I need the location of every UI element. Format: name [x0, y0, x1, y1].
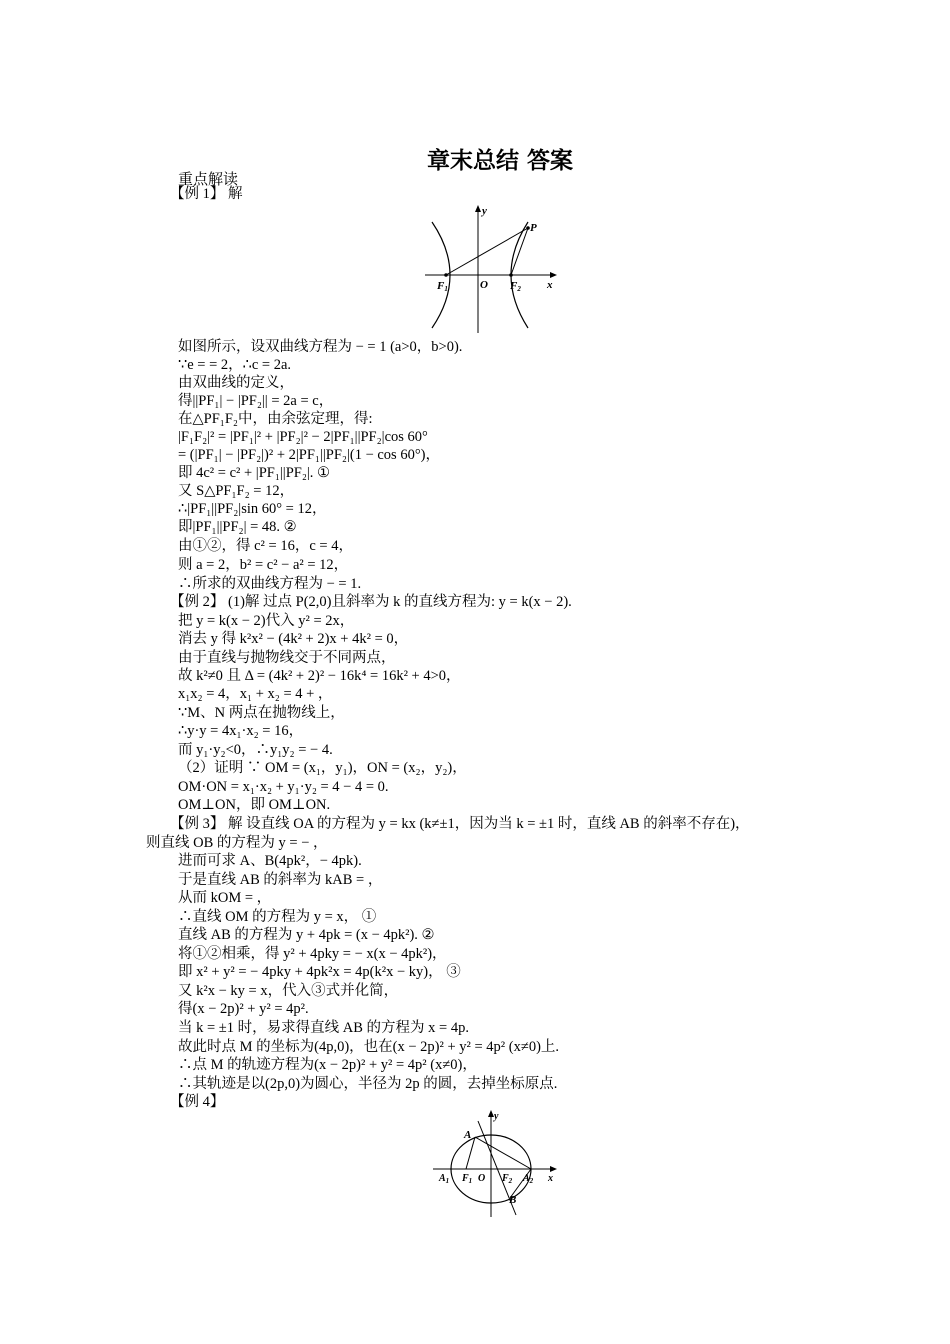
y-axis-arrow [475, 205, 481, 212]
text-line: 当 k = ±1 时，易求得直线 AB 的方程为 x = 4p. [178, 1020, 469, 1036]
text-line: ∴|PF₁||PF₂|sin 60° = 12， [178, 501, 327, 517]
ellipse-figure [430, 1105, 560, 1220]
fig1-y-label: y [482, 205, 487, 217]
fig2-f1-label: $F_1$ [462, 1173, 473, 1185]
fig1-x-label: x [547, 279, 553, 291]
text-line: 于是直线 AB 的斜率为 kAB = ， [178, 872, 383, 888]
text-line: 又 k²x − ky = x，代入③式并化简， [178, 983, 399, 999]
text-line: 则 a = 2，b² = c² − a² = 12， [178, 557, 349, 573]
fig2-a1-label: $A_1$ [439, 1173, 450, 1185]
fig2-b-label: B [509, 1194, 517, 1206]
text-line: 由于直线与抛物线交于不同两点， [178, 650, 396, 666]
text-line: ∴点 M 的轨迹方程为(x − 2p)² + y² = 4p² (x≠0)， [178, 1057, 477, 1073]
text-line: ∴所求的双曲线方程为 − = 1. [178, 576, 362, 592]
segment-f2-p [511, 228, 528, 275]
fig2-x-label: x [548, 1173, 553, 1184]
text-line: 把 y = k(x − 2)代入 y² = 2x， [178, 613, 355, 629]
fig2-origin-label: O [478, 1173, 486, 1184]
text-line: 消去 y 得 k²x² − (4k² + 2)x + 4k² = 0， [178, 631, 409, 647]
text-line: （2）证明 ∵ OM = (x₁，y₁)，ON = (x₂，y₂)， [178, 760, 467, 776]
text-line: x₁x₂ = 4，x₁ + x₂ = 4 + ， [178, 686, 333, 702]
fig2-a2-label: $A_2$ [523, 1173, 534, 1185]
text-line: ∵e = = 2，∴c = 2a. [178, 357, 292, 373]
text-line: 故此时点 M 的坐标为(4p,0)，也在(x − 2p)² + y² = 4p² (x≠0)上. [178, 1039, 560, 1055]
x-axis-arrow [550, 272, 557, 278]
text-line: 得(x − 2p)² + y² = 4p². [178, 1001, 309, 1017]
text-line: 将①②相乘，得 y² + 4pky = − x(x − 4pk²)， [178, 946, 447, 962]
hyperbola-figure [420, 200, 560, 338]
text-line: 进而可求 A、B(4pk²，− 4pk). [178, 853, 362, 869]
text-line: 由①②，得 c² = 16，c = 4， [178, 538, 353, 554]
page-title: 章末总结 答案 [426, 148, 573, 174]
text-line: = (|PF₁| − |PF₂|)² + 2|PF₁||PF₂|(1 − cos 60°)， [178, 447, 440, 463]
text-line: ∴其轨迹是以(2p,0)为圆心，半径为 2p 的圆，去掉坐标原点. [178, 1076, 558, 1092]
text-line: OM·ON = x₁·x₂ + y₁·y₂ = 4 − 4 = 0. [178, 779, 389, 795]
text-line: 在△PF₁F₂中，由余弦定理，得: [178, 411, 373, 427]
segment-f1-p [446, 228, 528, 275]
text-line: ∴y·y = 4x₁·x₂ = 16， [178, 723, 304, 739]
text-line: 而 y₁·y₂<0，∴y₁y₂ = − 4. [178, 742, 333, 758]
text-line: 又 S△PF₁F₂ = 12， [178, 483, 295, 499]
text-line: 即|PF₁||PF₂| = 48. ② [178, 519, 297, 535]
section-heading: 重点解读 [178, 170, 239, 188]
text-line: ∴直线 OM 的方程为 y = x， ① [178, 909, 377, 925]
text-line: 得||PF₁| − |PF₂|| = 2a = c， [178, 393, 334, 409]
text-line: 故 k²≠0 且 Δ = (4k² + 2)² − 16k⁴ = 16k² + 4>0， [178, 668, 461, 684]
x-axis-arrow [550, 1166, 557, 1172]
fig2-y-label: y [494, 1111, 499, 1122]
text-line: 直线 AB 的方程为 y + 4pk = (x − 4pk²). ② [178, 927, 435, 943]
text-line: OM⊥ON，即 OM⊥ON. [178, 797, 331, 813]
text-line: 【例 3】 解 设直线 OA 的方程为 y = kx (k≠±1，因为当 k = ±1 时，直线 AB 的斜率不存在)， [170, 816, 750, 832]
fig2-a-label: A [464, 1129, 472, 1141]
text-line: 由双曲线的定义， [178, 375, 294, 391]
text-line: 【例 4】 [170, 1094, 225, 1110]
text-line: 【例 1】 解 [170, 186, 243, 202]
text-line: 从而 kOM = ， [178, 890, 272, 906]
fig1-f2-label: F2 [510, 280, 521, 293]
text-line: 即 x² + y² = − 4pky + 4pk²x = 4p(k²x − ky)， ③ [178, 964, 461, 980]
text-line: 则直线 OB 的方程为 y = − ， [146, 835, 328, 851]
text-line: |F₁F₂|² = |PF₁|² + |PF₂|² − 2|PF₁||PF₂|cos 60° [178, 429, 428, 445]
text-line: 即 4c² = c² + |PF₁||PF₂|. ① [178, 465, 331, 481]
fig1-f1-label: F1 [437, 280, 448, 293]
text-line: ∵M、N 两点在抛物线上， [178, 705, 345, 721]
fig1-p-label: P [530, 222, 537, 234]
fig2-f2-label: $F_2$ [502, 1173, 513, 1185]
text-line: 如图所示，设双曲线方程为 − = 1 (a>0，b>0). [178, 339, 463, 355]
text-line: 【例 2】 (1)解 过点 P(2,0)且斜率为 k 的直线方程为: y = k(x − 2). [170, 594, 572, 610]
fig1-origin-label: O [480, 279, 488, 291]
segment-a-a2 [475, 1137, 531, 1169]
